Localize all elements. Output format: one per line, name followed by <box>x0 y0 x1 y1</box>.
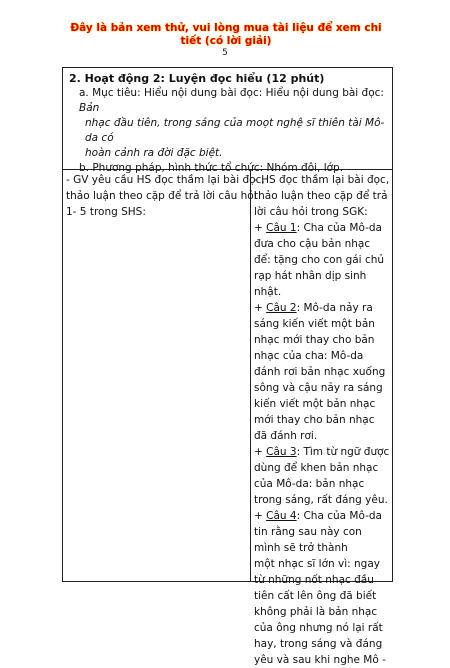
answer-line: mới thay cho bản nhạc <box>254 414 375 426</box>
answer-line: từ những nốt nhạc đầu <box>254 574 374 586</box>
goal-italic-3: hoàn cảnh ra đời đặc biệt. <box>85 147 223 159</box>
lesson-table <box>62 67 393 666</box>
answer-first-line <box>254 220 389 236</box>
answer-text: : Mô-da nảy ra <box>296 302 373 314</box>
goal-italic-2: nhạc đầu tiên, trong sáng của moọt nghệ sĩ thiên tài Mô-da có <box>85 117 385 144</box>
answer-label: Câu 2 <box>266 302 297 314</box>
answer-text: : Cha của Mô-da <box>296 510 382 522</box>
left-line: - GV yêu cầu HS đọc thầm lại bài đọc, <box>66 174 265 186</box>
answer-line: của Mô-da: bản nhạc <box>254 478 365 490</box>
answer-line: đánh rơi bản nhạc xuống <box>254 366 386 378</box>
answer-line: yêu và sau khi nghe Mô - <box>254 654 386 666</box>
answer-4 <box>254 508 389 668</box>
answer-line: kiến viết một bản nhạc <box>254 398 376 410</box>
answer-line: nhạc mới thay cho bản <box>254 334 375 346</box>
answer-first-line <box>254 444 389 460</box>
teacher-column <box>63 170 265 581</box>
answer-text: : Tìm từ ngữ được <box>296 446 390 458</box>
answer-text: : Cha của Mô-da <box>296 222 382 234</box>
goal-prefix: a. Mục tiêu: Hiểu nội dung bài đọc: Hiểu nội dung bài đọc: <box>79 87 384 99</box>
answer-line: nhật. <box>254 286 282 298</box>
answer-line: không phải là bản nhạc <box>254 606 378 618</box>
answer-label: Câu 3 <box>266 446 297 458</box>
answer-label: Câu 4 <box>266 510 297 522</box>
preview-banner: Đây là bản xem thử, vui lòng mua tài liệu để xem chi tiết (có lời giải) <box>70 22 382 47</box>
answer-line: một nhạc sĩ lớn vì: ngay <box>254 558 380 570</box>
activity-title: 2. Hoạt động 2: Luyện đọc hiểu (12 phút) <box>69 72 325 85</box>
answer-line: sáng kiến viết một bản <box>254 318 375 330</box>
answer-line: nhạc của cha: Mô-da <box>254 350 364 362</box>
intro-line: - HS đọc thầm lại bài đọc, <box>254 174 390 186</box>
answer-label: Câu 1 <box>266 222 297 234</box>
answer-line: dùng để khen bản nhạc <box>254 462 379 474</box>
answer-prefix: + <box>254 222 267 234</box>
answer-first-line <box>254 300 389 316</box>
answer-line: đưa cho cậu bản nhạc <box>254 238 371 250</box>
goal-italic-1: Bản <box>79 102 100 114</box>
answer-line: sông và cậu nảy ra sáng <box>254 382 383 394</box>
answer-line: để: tặng cho con gái chủ <box>254 254 385 266</box>
answer-line: tiên cất lên ông đã biết <box>254 590 377 602</box>
left-line: thảo luận theo cặp để trả lời câu hỏi <box>66 190 257 202</box>
answer-prefix: + <box>254 446 267 458</box>
answer-first-line <box>254 508 389 524</box>
answer-line: của ông nhưng nó lại rất <box>254 622 383 634</box>
answer-line: đã đánh rơi. <box>254 430 318 442</box>
intro-line: thảo luận theo cặp để trả <box>254 190 388 202</box>
student-column <box>251 170 392 666</box>
answer-3 <box>254 444 389 508</box>
activity-header <box>63 68 392 174</box>
left-line: 1- 5 trong SHS: <box>66 206 146 218</box>
goal-line <box>79 86 386 116</box>
answer-line: hay, trong sáng và đáng <box>254 638 383 650</box>
answer-line: mình sẽ trở thành <box>254 542 348 554</box>
answer-1 <box>254 220 389 300</box>
page-number: 5 <box>222 48 228 58</box>
answer-prefix: + <box>254 302 267 314</box>
answer-line: rạp hát nhân dịp sinh <box>254 270 367 282</box>
answer-line: trong sáng, rất đáng yêu. <box>254 494 388 506</box>
answer-line: tin rằng sau này con <box>254 526 362 538</box>
intro-line: lời câu hỏi trong SGK: <box>254 206 368 218</box>
answer-prefix: + <box>254 510 267 522</box>
answer-2 <box>254 300 389 444</box>
method-line: b. Phương pháp, hình thức tổ chức: Nhóm đôi, lớp. <box>79 162 344 174</box>
